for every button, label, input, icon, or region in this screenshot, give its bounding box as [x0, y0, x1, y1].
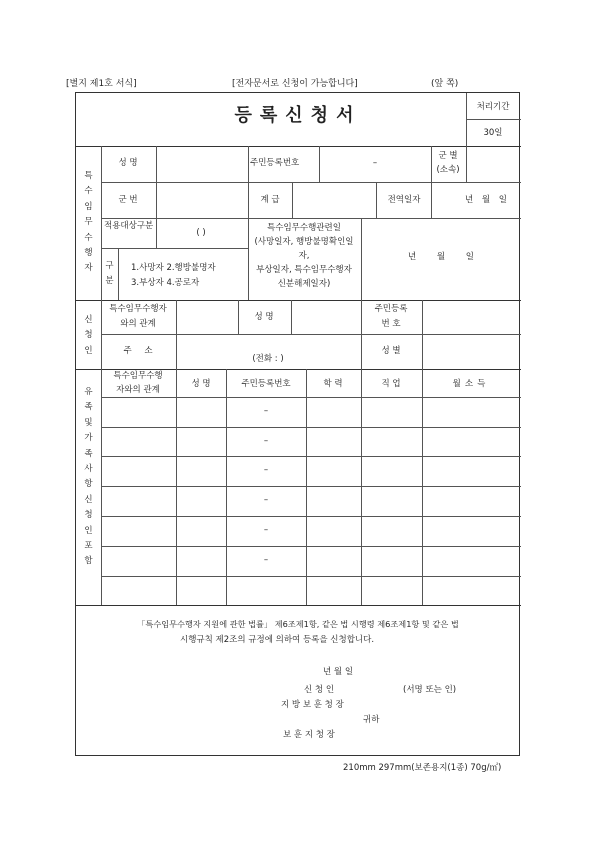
related-date-note1: (사망일자, 행방불명확인일	[254, 237, 354, 247]
category-label: 구분	[105, 261, 114, 287]
electronic-note: [전자문서로 신청이 가능합니다]	[232, 79, 358, 89]
family-header-job: 직 업	[381, 379, 401, 389]
discharge-date-value: 년 월 일	[464, 195, 508, 205]
applicant-relation-label2: 와의 관계	[120, 319, 156, 329]
phone-label: (전화 : )	[252, 354, 284, 364]
applicant-name-label: 성 명	[254, 312, 274, 322]
family-row-rrn-dash: –	[263, 525, 269, 535]
statement-line1: 「특수임무수행자 지원에 관한 법률」 제6조제1항, 같은 법 시행령 제6조제1항 및 같은 법	[137, 619, 459, 629]
processing-period-label: 처리기간	[476, 102, 510, 112]
statement-line2: 시행규칙 제2조의 규정에 의하여 등록을 신청합니다.	[180, 635, 375, 645]
statement-signature: (서명 또는 인)	[403, 685, 457, 695]
family-row-rrn-dash: –	[263, 465, 269, 475]
service-number-label: 군 번	[118, 195, 138, 205]
target-class-label: 적용대상구분	[104, 221, 154, 231]
person-section-label: 특수임무수행자	[84, 171, 93, 274]
family-section-label: 유족및가족사항신청인포함	[84, 387, 93, 567]
family-header-education: 학 력	[323, 379, 343, 389]
category-option-line2: 3.부상자 4.공로자	[131, 278, 200, 288]
paper-spec-footer: 210mm 297mm(보존용지(1종) 70g/㎡)	[343, 763, 502, 773]
page-side: (앞 쪽)	[431, 79, 459, 89]
statement-branch-office: 보 훈 지 청 장	[283, 730, 335, 740]
rrn-dash: –	[372, 158, 378, 168]
form-number: [별지 제1호 서식]	[66, 79, 137, 89]
applicant-relation-label1: 특수임무수행자	[109, 304, 167, 314]
gender-label: 성 별	[381, 346, 401, 356]
branch-sub-label: (소속)	[436, 165, 460, 175]
branch-label: 군 별	[438, 151, 458, 161]
family-header-rrn: 주민등록번호	[241, 379, 291, 389]
rrn-label: 주민등록번호	[250, 158, 300, 168]
rank-label: 계 급	[260, 195, 280, 205]
related-date-label: 특수임무수행관련일	[267, 223, 341, 233]
related-date-note3: 부상일자, 특수임무수행자	[256, 265, 352, 275]
applicant-section-label: 신청인	[84, 315, 93, 356]
target-class-value: ( )	[196, 228, 206, 238]
statement-applicant: 신 청 인	[304, 685, 335, 695]
form-title: 등록신청서	[234, 105, 362, 126]
family-header-relation1: 특수임무수행	[113, 371, 163, 381]
family-row-rrn-dash: –	[263, 555, 269, 565]
statement-date: 년 월 일	[323, 667, 354, 677]
processing-period-value: 30일	[483, 128, 503, 138]
applicant-rrn-label2: 번 호	[381, 319, 401, 329]
registration-form	[75, 92, 520, 756]
category-option-line1: 1.사망자 2.행방불명자	[131, 263, 216, 273]
related-date-note2: 자,	[298, 251, 310, 261]
statement-regional-office: 지 방 보 훈 청 장	[281, 700, 344, 710]
applicant-rrn-label1: 주민등록	[374, 304, 408, 314]
family-row-rrn-dash: –	[263, 406, 269, 416]
name-label: 성 명	[118, 158, 138, 168]
family-header-relation2: 자와의 관계	[116, 385, 160, 395]
related-date-value: 년 월 일	[407, 252, 475, 262]
address-label: 주 소	[123, 346, 153, 356]
family-header-income: 월소득	[452, 379, 490, 389]
related-date-note4: 신분해제일자)	[277, 279, 331, 289]
family-row-rrn-dash: –	[263, 495, 269, 505]
discharge-date-label: 전역일자	[387, 195, 421, 205]
family-row-rrn-dash: –	[263, 436, 269, 446]
family-header-name: 성 명	[191, 379, 211, 389]
statement-to: 귀하	[363, 715, 380, 725]
